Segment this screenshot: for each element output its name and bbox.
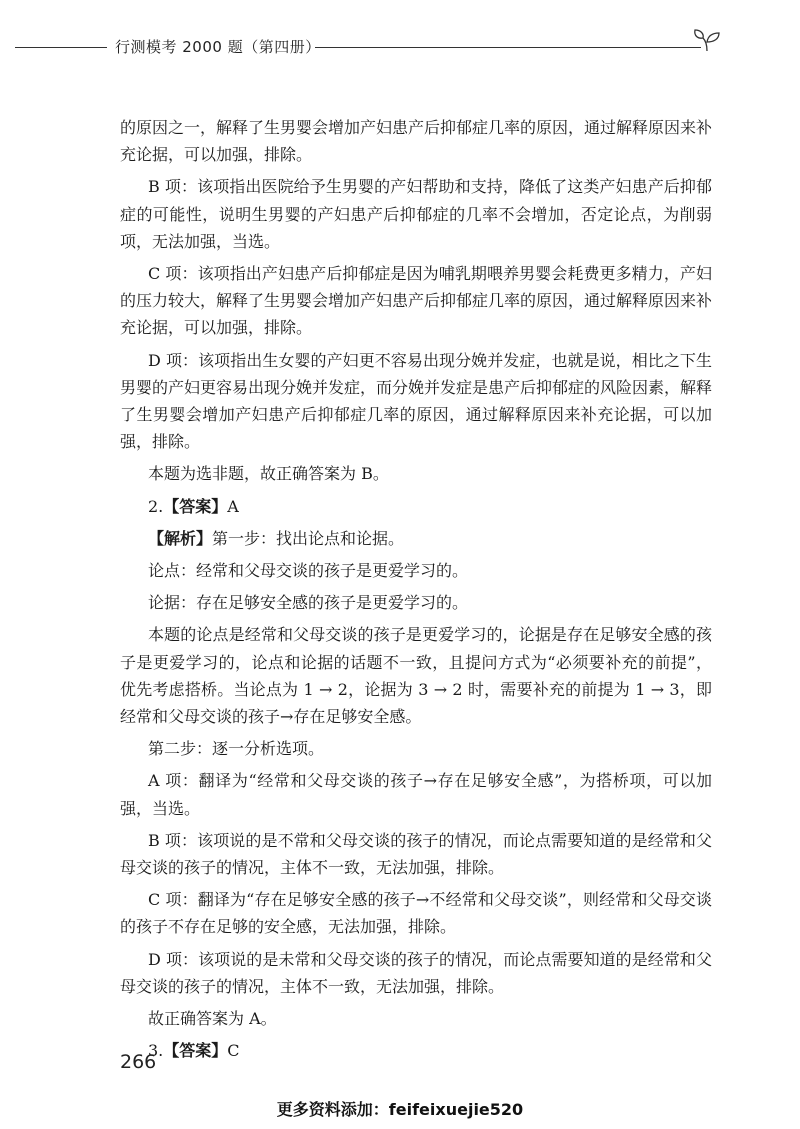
paragraph-continuation: 的原因之一，解释了生男婴会增加产妇患产后抑郁症几率的原因，通过解释原因来补充论据，可以加强，排除。 [120,118,713,165]
analysis-label: 【解析】 [148,528,213,548]
question-number: 3. [148,1041,164,1061]
analysis-step-one: 第一步：找出论点和论据。 [212,528,405,548]
paragraph-q2-conclusion: 故正确答案为 A。 [148,1009,277,1029]
paragraph-q2-option-c: C 项：翻译为“存在足够安全感的孩子→不经常和父母交谈”，则经常和父母交谈的孩子不存在足够的安全感，无法加强，排除。 [120,890,712,937]
sprout-icon [693,28,721,52]
question-number: 2. [148,496,164,516]
header-title: 行测模考 2000 题（第四册） [115,38,321,56]
paragraph-step-two: 第二步：逐一分析选项。 [148,739,325,759]
analysis-line [120,525,712,552]
answer-value: A [227,496,239,516]
paragraph-conclusion: 本题为选非题，故正确答案为 B。 [148,464,389,484]
paragraph-evidence: 论据：存在足够安全感的孩子是更爱学习的。 [148,593,469,613]
paragraph-q2-option-b: B 项：该项说的是不常和父母交谈的孩子的情况，而论点需要知道的是经常和父母交谈的孩子的情况，主体不一致，无法加强，排除。 [120,830,712,878]
paragraph-option-c: C 项：该项指出产妇患产后抑郁症是因为哺乳期喂养男婴会耗费更多精力，产妇的压力较大，解释了生男婴会增加产妇患产后抑郁症几率的原因，通过解释原因来补充论据，可以加强，排除。 [120,264,713,338]
answer-label: 【答案】 [163,496,228,516]
paragraph-argument: 论点：经常和父母交谈的孩子是更爱学习的。 [148,561,469,581]
answer-label: 【答案】 [163,1041,228,1061]
paragraph-option-b: B 项：该项指出医院给予生男婴的产妇帮助和支持，降低了这类产妇患产后抑郁症的可能性，说明生男婴的产妇患产后抑郁症的几率不会增加，否定论点，为削弱项，无法加强，当选。 [120,177,712,251]
page-number: 266 [120,1051,157,1073]
running-header [15,30,715,60]
page-body [120,114,712,1065]
answer-line-q2 [120,493,712,520]
paragraph-q2-option-d: D 项：该项说的是未常和父母交谈的孩子的情况，而论点需要知道的是经常和父母交谈的孩子的情况，主体不一致，无法加强，排除。 [120,949,712,996]
answer-line-q3 [120,1037,712,1064]
paragraph-explanation: 本题的论点是经常和父母交谈的孩子是更爱学习的，论据是存在足够安全感的孩子是更爱学习的，论点和论据的话题不一致，且提问方式为“必须要补充的前提”，优先考虑搭桥。当论点为 1 → 2，论据为 3 → 2 时，需要补充的前提为 1 → 3，即经常和父母交谈的孩子→存在足够安全感。 [120,625,712,727]
footer-note: 更多资料添加：feifeixuejie520 [276,1100,524,1119]
paragraph-q2-option-a: A 项：翻译为“经常和父母交谈的孩子→存在足够安全感”，为搭桥项，可以加强，当选。 [120,771,712,818]
paragraph-option-d: D 项：该项指出生女婴的产妇更不容易出现分娩并发症，也就是说，相比之下生男婴的产妇更容易出现分娩并发症，而分娩并发症是患产后抑郁症的风险因素，解释了生男婴会增加产妇患产后抑郁症几率的原因，通过解释原因来补充论据，可以加强，排除。 [120,350,713,452]
header-rule-right [315,47,701,48]
header-rule-left [15,47,107,48]
answer-value: C [227,1041,240,1061]
